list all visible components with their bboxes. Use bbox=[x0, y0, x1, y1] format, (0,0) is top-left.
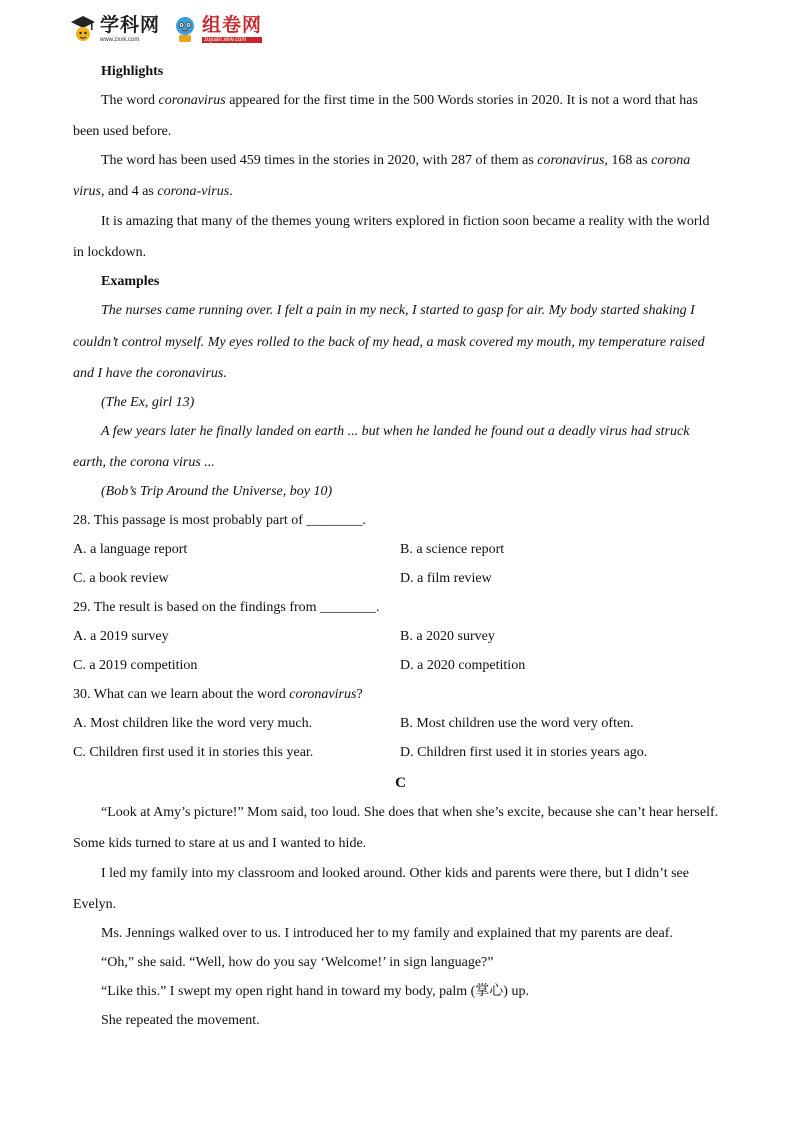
highlights-paragraph-1 bbox=[73, 91, 756, 111]
highlights-paragraph-3-cont: in lockdown. bbox=[73, 245, 147, 260]
text-run: , and 4 as bbox=[101, 184, 158, 199]
text-run: ? bbox=[356, 687, 363, 702]
logo1-url: www.zxxk.com bbox=[100, 36, 140, 43]
text-run: , 168 as bbox=[604, 153, 652, 168]
question-30-options-row-2 bbox=[73, 743, 728, 763]
question-28-options-row-2 bbox=[73, 569, 728, 589]
header-logos bbox=[70, 10, 262, 48]
option-a[interactable]: A. a 2019 survey bbox=[73, 629, 169, 644]
text-run: The word has been used 459 times in the stories in 2020, with 287 of them as bbox=[101, 153, 538, 168]
highlights-heading: Highlights bbox=[101, 64, 164, 79]
highlights-paragraph-2-cont bbox=[73, 182, 728, 202]
zxxk-logo bbox=[70, 14, 160, 44]
option-c[interactable]: C. a book review bbox=[73, 571, 169, 586]
italic-term: corona bbox=[651, 153, 691, 168]
section-c-paragraph-5: “Like this.” I swept my open right hand in toward my body, palm (掌心) up. bbox=[101, 984, 529, 999]
section-c-paragraph-2-cont: Evelyn. bbox=[73, 897, 117, 912]
question-29-options-row-2 bbox=[73, 656, 728, 676]
student-mascot-icon bbox=[172, 14, 198, 44]
option-d[interactable]: D. Children first used it in stories years ago. bbox=[400, 745, 648, 760]
section-c-paragraph-1: “Look at Amy’s picture!” Mom said, too loud. She does that when she’s excite, because she can’t hear herself. bbox=[101, 805, 719, 820]
option-b[interactable]: B. Most children use the word very often. bbox=[400, 716, 634, 731]
question-29-stem: 29. The result is based on the findings from ________. bbox=[73, 600, 380, 615]
option-b[interactable]: B. a science report bbox=[400, 542, 505, 557]
text-run: The word bbox=[101, 93, 159, 108]
example-1-source: (The Ex, girl 13) bbox=[101, 395, 195, 410]
option-d[interactable]: D. a film review bbox=[400, 571, 492, 586]
question-28-options-row-1 bbox=[73, 540, 728, 560]
example-1-line-2: couldn’t control myself. My eyes rolled to the back of my head, a mask covered my mouth, my temperature raised bbox=[73, 335, 705, 350]
zujuan-logo bbox=[172, 14, 262, 44]
text-run: appeared for the first time in the 500 Words stories in 2020. It is not a word that has bbox=[225, 93, 698, 108]
logo2-url: zujuan.xkw.com bbox=[202, 37, 262, 43]
example-2-source: (Bob’s Trip Around the Universe, boy 10) bbox=[101, 484, 333, 499]
italic-term: virus bbox=[73, 184, 101, 199]
logo1-name: 学科网 bbox=[100, 13, 161, 36]
question-29-options-row-1 bbox=[73, 627, 728, 647]
option-c[interactable]: C. Children first used it in stories this year. bbox=[73, 745, 314, 760]
example-2-line-2: earth, the corona virus ... bbox=[73, 455, 215, 470]
option-a[interactable]: A. Most children like the word very much. bbox=[73, 716, 313, 731]
text-run: . bbox=[229, 184, 233, 199]
italic-term: corona-virus bbox=[157, 184, 230, 199]
example-1-line-3: and I have the coronavirus. bbox=[73, 366, 227, 381]
question-28-stem: 28. This passage is most probably part of ________. bbox=[73, 513, 366, 528]
section-c-paragraph-4: “Oh,” she said. “Well, how do you say ‘Welcome!’ in sign language?” bbox=[101, 955, 494, 970]
highlights-paragraph-3: It is amazing that many of the themes young writers explored in fiction soon became a reality with the world bbox=[101, 214, 710, 229]
logo2-name: 组卷网 bbox=[202, 13, 263, 36]
text-run: 30. What can we learn about the word bbox=[73, 687, 290, 702]
italic-term: coronavirus bbox=[158, 93, 226, 108]
question-30-options-row-1 bbox=[73, 714, 728, 734]
section-c-paragraph-6: She repeated the movement. bbox=[101, 1013, 260, 1028]
examples-heading: Examples bbox=[101, 274, 160, 289]
section-c-paragraph-3: Ms. Jennings walked over to us. I introduced her to my family and explained that my parents are deaf. bbox=[101, 926, 673, 941]
graduate-cap-icon bbox=[70, 14, 96, 44]
option-a[interactable]: A. a language report bbox=[73, 542, 188, 557]
question-30-stem bbox=[73, 685, 728, 705]
section-c-heading: C bbox=[395, 775, 406, 791]
option-b[interactable]: B. a 2020 survey bbox=[400, 629, 495, 644]
highlights-paragraph-1-cont: been used before. bbox=[73, 124, 172, 139]
section-c-paragraph-1-cont: Some kids turned to stare at us and I wanted to hide. bbox=[73, 836, 367, 851]
highlights-paragraph-2 bbox=[73, 151, 756, 171]
option-c[interactable]: C. a 2019 competition bbox=[73, 658, 198, 673]
option-d[interactable]: D. a 2020 competition bbox=[400, 658, 526, 673]
example-1-line-1: The nurses came running over. I felt a pain in my neck, I started to gasp for air. My body started shaking I bbox=[101, 303, 695, 318]
example-2-line-1: A few years later he finally landed on earth ... but when he landed he found out a deadly virus had struck bbox=[101, 424, 690, 439]
italic-term: coronavirus bbox=[289, 687, 357, 702]
section-c-paragraph-2: I led my family into my classroom and looked around. Other kids and parents were there, but I didn’t see bbox=[101, 866, 689, 881]
italic-term: coronavirus bbox=[537, 153, 605, 168]
